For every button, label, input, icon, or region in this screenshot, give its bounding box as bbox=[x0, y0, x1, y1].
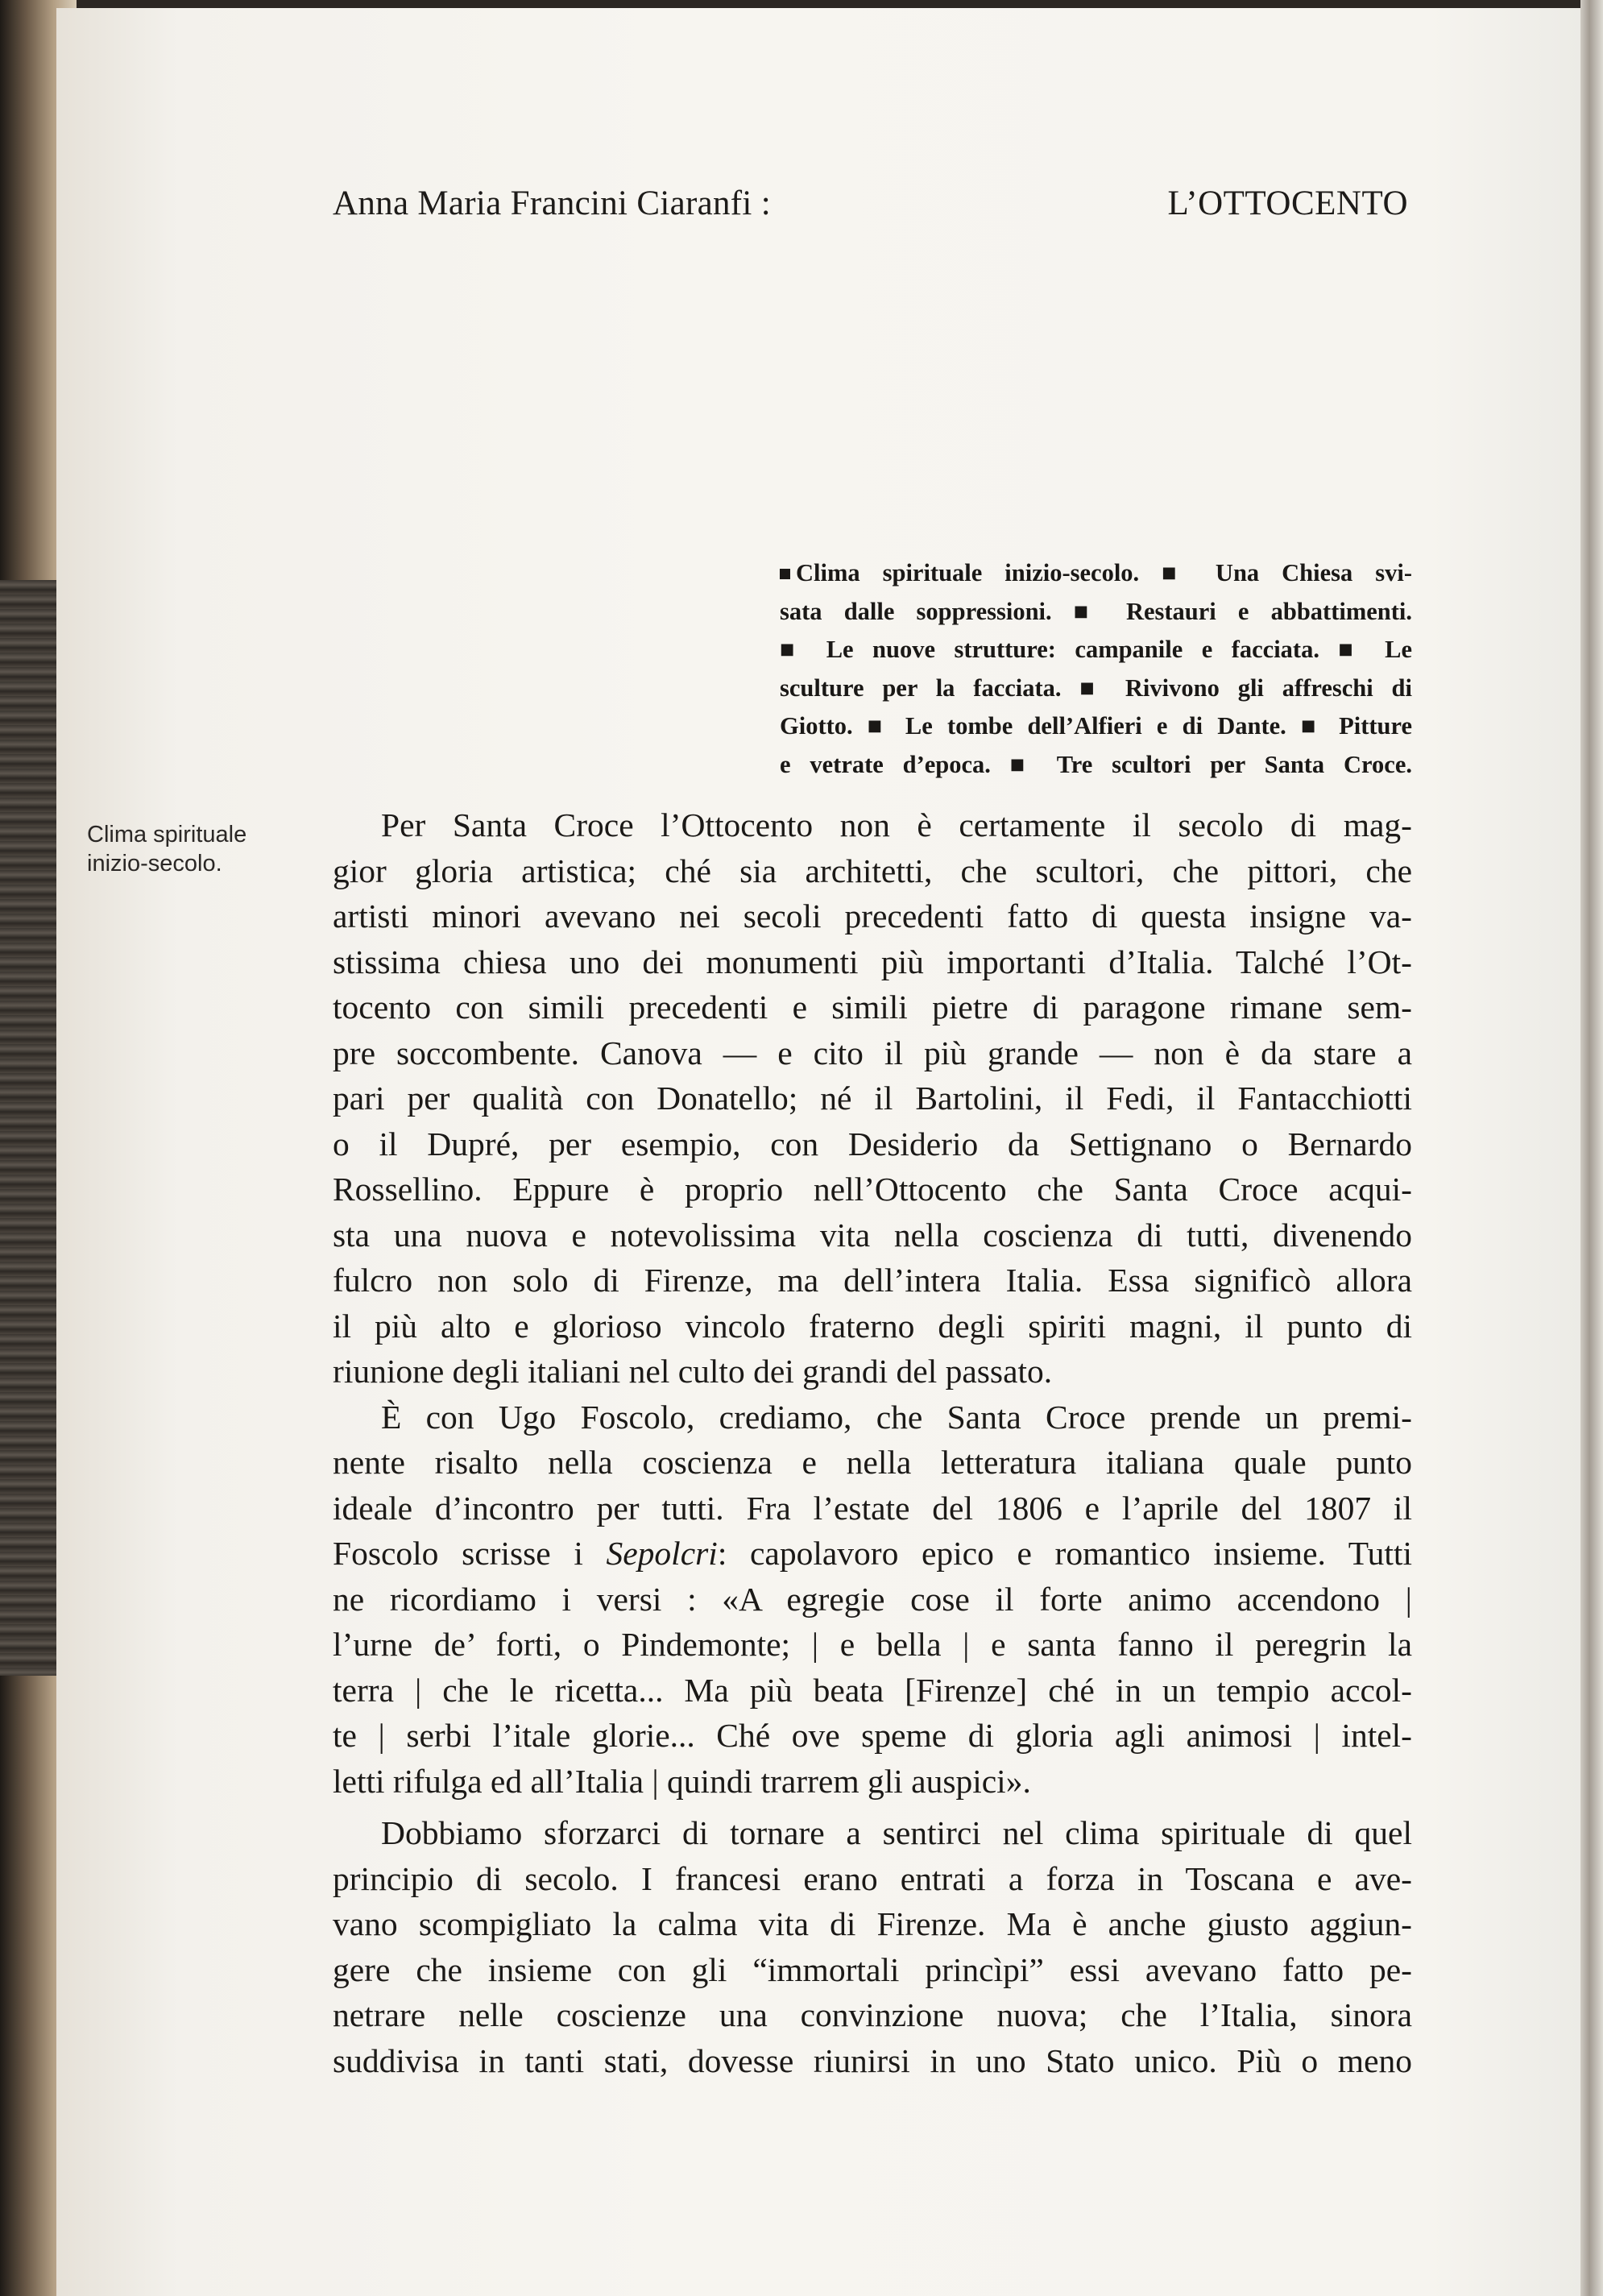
text-line: tocento con simili precedenti e simili pietre di paragone rimane sem- bbox=[333, 988, 1412, 1026]
text-line: Rossellino. Eppure è proprio nell’Ottocento che Santa Croce acqui- bbox=[333, 1171, 1412, 1208]
text-line: pari per qualità con Donatello; né il Bartolini, il Fedi, il Fantacchiotti bbox=[333, 1080, 1412, 1117]
running-head bbox=[333, 184, 1408, 232]
text-line: te | serbi l’itale glorie... Ché ove speme di gloria agli animosi | intel- bbox=[333, 1717, 1412, 1754]
body-text bbox=[333, 802, 1412, 2083]
italic-title: Sepolcri bbox=[606, 1535, 718, 1572]
facing-page-illustration bbox=[0, 580, 64, 1676]
text-line: artisti minori avevano nei secoli precedenti fatto di questa insigne va- bbox=[333, 897, 1412, 935]
summary-line: sata dalle soppressioni. ■ Restauri e abbattimenti. bbox=[780, 597, 1412, 625]
text-line: l’urne de’ forti, o Pindemonte; | e bella | e santa fanno il peregrin la bbox=[333, 1626, 1412, 1663]
text-line: Dobbiamo sforzarci di tornare a sentirci nel clima spirituale di quel bbox=[381, 1814, 1412, 1851]
text-line: ideale d’incontro per tutti. Fra l’estate del 1806 e l’aprile del 1807 il bbox=[333, 1489, 1412, 1527]
text-line: fulcro non solo di Firenze, ma dell’intera Italia. Essa significò allora bbox=[333, 1262, 1412, 1299]
text-line: riunione degli italiani nel culto dei grandi del passato. bbox=[333, 1353, 1053, 1390]
margin-note-line: inizio-secolo. bbox=[87, 851, 222, 877]
text-line: sta una nuova e notevolissima vita nella coscienza di tutti, divenendo bbox=[333, 1216, 1412, 1254]
summary-line: Clima spirituale inizio-secolo. ■ Una Chiesa svi- bbox=[780, 554, 1412, 593]
text-line: Foscolo scrisse i Sepolcri: capolavoro epico e romantico insieme. Tutti bbox=[333, 1535, 1412, 1572]
text-line: principio di secolo. I francesi erano entrati a forza in Toscana e ave- bbox=[333, 1859, 1412, 1897]
text-line: terra | che le ricetta... Ma più beata [Firenze] ché in un tempio accol- bbox=[333, 1671, 1412, 1709]
margin-note-line: Clima spirituale bbox=[87, 822, 247, 848]
text-line: gior gloria artistica; ché sia architetti, che scultori, che pittori, che bbox=[333, 852, 1412, 889]
summary-line: e vetrate d’epoca. ■ Tre scultori per Santa Croce. bbox=[780, 750, 1412, 778]
text-line: È con Ugo Foscolo, crediamo, che Santa Croce prende un premi- bbox=[381, 1398, 1412, 1436]
text-line: letti rifulga ed all’Italia | quindi trarrem gli auspici». bbox=[333, 1762, 1031, 1800]
bullet-square-icon bbox=[780, 569, 790, 579]
text-line: pre soccombente. Canova — e cito il più grande — non è da stare a bbox=[333, 1034, 1412, 1071]
text-line: suddivisa in tanti stati, dovesse riunirsi in uno Stato unico. Più o meno bbox=[333, 2041, 1412, 2079]
text-line: vano scompigliato la calma vita di Firenze. Ma è anche giusto aggiun- bbox=[333, 1905, 1412, 1942]
chapter-summary bbox=[780, 554, 1412, 784]
text-line: il più alto e glorioso vincolo fraterno degli spiriti magni, il punto di bbox=[333, 1307, 1412, 1345]
text-line: o il Dupré, per esempio, con Desiderio da Settignano o Bernardo bbox=[333, 1125, 1412, 1163]
text-line: nente risalto nella coscienza e nella letteratura italiana quale punto bbox=[333, 1444, 1412, 1481]
book-top-edge bbox=[0, 0, 1603, 8]
summary-line: Giotto. ■ Le tombe dell’Alfieri e di Dante. ■ Pitture bbox=[780, 712, 1412, 740]
text-line: Per Santa Croce l’Ottocento non è certamente il secolo di mag- bbox=[381, 806, 1412, 843]
page-right-edge bbox=[1580, 0, 1603, 2296]
summary-line: sculture per la facciata. ■ Rivivono gli affreschi di bbox=[780, 673, 1412, 702]
running-head-section: L’OTTOCENTO bbox=[1167, 184, 1408, 222]
text-line: gere che insieme con gli “immortali princìpi” essi avevano fatto pe- bbox=[333, 1950, 1412, 1988]
margin-note bbox=[87, 820, 296, 878]
text-line: stissima chiesa uno dei monumenti più importanti d’Italia. Talché l’Ot- bbox=[333, 943, 1412, 980]
text-line: netrare nelle coscienze una convinzione nuova; che l’Italia, sinora bbox=[333, 1996, 1412, 2033]
summary-line: ■ Le nuove strutture: campanile e facciata. ■ Le bbox=[780, 636, 1412, 663]
text-line: ne ricordiamo i versi : «A egregie cose il forte animo accendono | bbox=[333, 1580, 1412, 1618]
running-head-author: Anna Maria Francini Ciaranfi : bbox=[333, 184, 771, 222]
